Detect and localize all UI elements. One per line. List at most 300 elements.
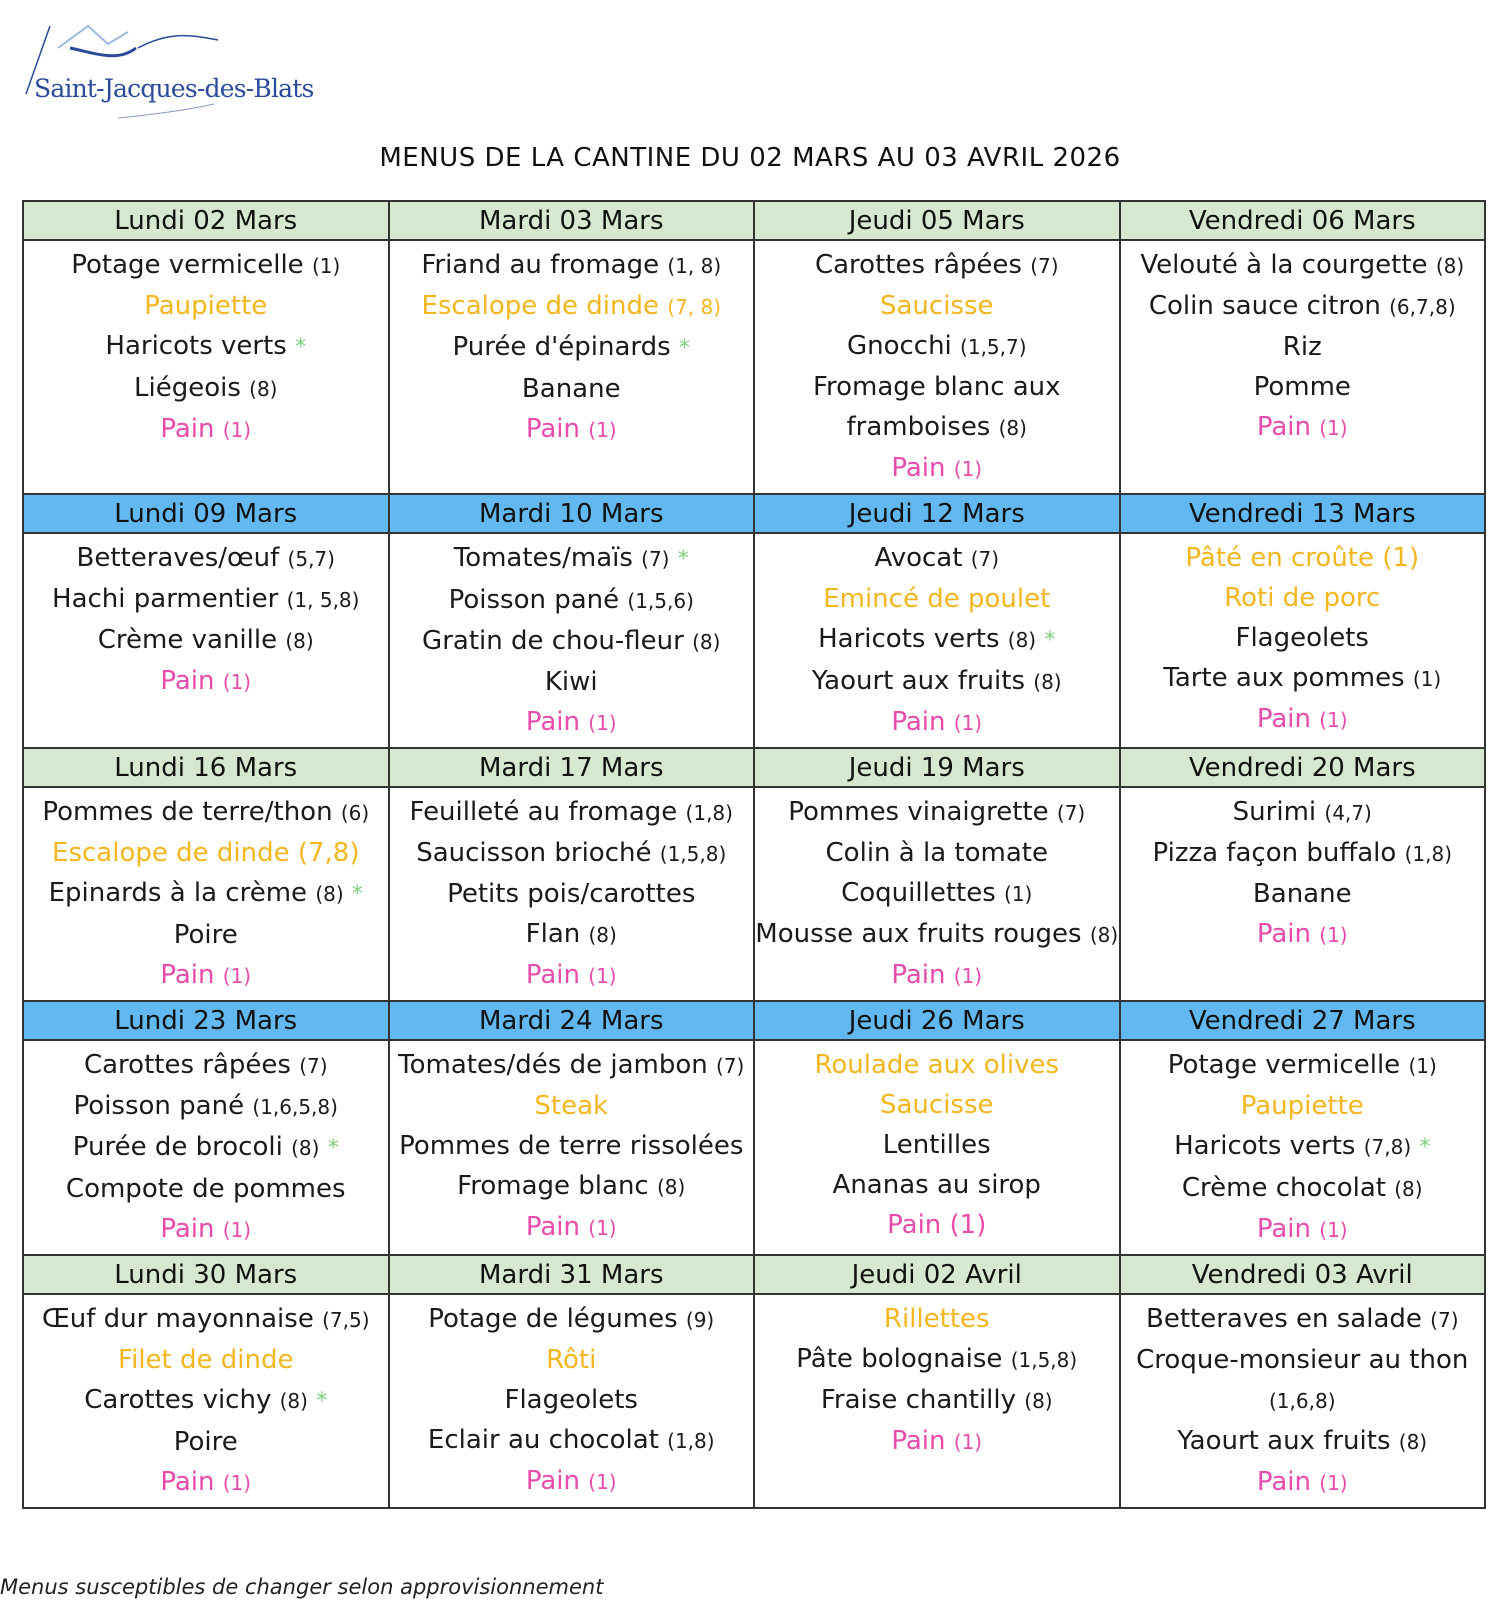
dish-name: Saucisse — [879, 291, 994, 321]
menu-item — [390, 1299, 754, 1340]
dish-name: Pain — [160, 1214, 215, 1244]
day-header: Jeudi 19 Mars — [754, 748, 1120, 787]
menu-item — [24, 1086, 388, 1127]
allergen-codes: (1,8) — [667, 1429, 715, 1453]
menu-item — [390, 1461, 754, 1502]
dish-name: Colin à la tomate — [825, 838, 1048, 868]
dish-name: Pain — [891, 453, 946, 483]
menu-item — [390, 538, 754, 580]
menu-item — [755, 914, 1119, 955]
allergen-codes: (1) — [1319, 708, 1348, 732]
day-menu-cell — [23, 533, 389, 748]
menu-item — [390, 409, 754, 450]
menu-item — [24, 661, 388, 702]
allergen-codes: (8) — [291, 1136, 320, 1160]
menu-item — [1121, 1168, 1485, 1209]
day-header: Vendredi 06 Mars — [1120, 201, 1486, 240]
dish-name: Lentilles — [882, 1130, 991, 1160]
dish-name: Saucisson brioché — [416, 838, 652, 868]
menu-item — [755, 873, 1119, 914]
day-header: Vendredi 03 Avril — [1120, 1255, 1486, 1294]
day-menu-cell — [1120, 787, 1486, 1001]
week-header-row — [23, 201, 1485, 240]
menu-item — [390, 955, 754, 996]
dish-name: Betteraves en salade — [1145, 1304, 1422, 1334]
allergen-codes: (7) — [1056, 801, 1086, 825]
dish-name: Feuilleté au fromage — [409, 797, 678, 827]
dish-name: Flageolets — [1235, 623, 1369, 653]
allergen-codes: (8) — [588, 923, 617, 947]
menu-item — [1121, 874, 1485, 914]
day-header: Lundi 23 Mars — [23, 1001, 389, 1040]
menu-item — [390, 369, 754, 409]
week-menu-row — [23, 240, 1485, 494]
dish-name: Betteraves/œuf — [76, 543, 280, 573]
allergen-codes: (1) — [1004, 882, 1033, 906]
week-menu-row — [23, 1294, 1485, 1508]
menu-item — [1121, 914, 1485, 955]
dish-name: Liégeois — [134, 373, 241, 403]
vegetable-star-icon: * — [351, 882, 363, 907]
day-menu-cell — [1120, 1294, 1486, 1508]
day-menu-cell — [23, 1294, 389, 1508]
day-header: Mardi 31 Mars — [389, 1255, 755, 1294]
dish-name: Pain — [160, 414, 215, 444]
dish-name: Rôti — [546, 1345, 597, 1375]
dish-name: Roulade aux olives — [814, 1050, 1060, 1080]
menu-item — [24, 1169, 388, 1209]
dish-name: Pain — [160, 666, 215, 696]
dish-name: Riz — [1282, 332, 1322, 362]
dish-name: Petits pois/carottes — [447, 879, 696, 909]
allergen-codes: (7,5) — [322, 1308, 370, 1332]
allergen-codes: (1) — [222, 418, 252, 442]
vegetable-star-icon: * — [316, 1389, 328, 1414]
day-header: Mardi 10 Mars — [389, 494, 755, 533]
menu-item — [24, 1045, 388, 1086]
menu-item — [24, 368, 388, 409]
menu-item — [755, 1125, 1119, 1165]
menu-item — [755, 1045, 1119, 1085]
dish-name: Pain — [1256, 704, 1312, 734]
allergen-codes: (7) — [1030, 254, 1059, 278]
menu-item — [24, 1299, 388, 1340]
day-menu-cell — [389, 1294, 755, 1508]
menu-item — [24, 326, 388, 368]
dish-name: Tarte aux pommes — [1163, 663, 1405, 693]
menu-item — [24, 792, 388, 833]
allergen-codes: (1) — [311, 254, 341, 278]
menu-item — [1121, 792, 1485, 833]
dish-name: Paupiette — [1240, 1091, 1364, 1121]
menu-item — [755, 538, 1119, 579]
dish-name: Friand au fromage — [421, 250, 660, 280]
menu-table — [22, 200, 1486, 1509]
dish-name: Potage de légumes — [428, 1304, 678, 1334]
allergen-codes: (1) — [222, 1218, 252, 1242]
dish-name: Purée d'épinards — [452, 332, 671, 362]
dish-name: Fromage blanc aux framboises — [812, 372, 1061, 442]
allergen-codes: (1, 8) — [667, 254, 722, 278]
vegetable-star-icon: * — [1419, 1135, 1431, 1160]
menu-item — [755, 367, 1119, 448]
menu-item — [755, 1205, 1119, 1245]
day-header: Mardi 03 Mars — [389, 201, 755, 240]
dish-name: Fraise chantilly — [820, 1385, 1017, 1415]
dish-name: Pâté en croûte (1) — [1185, 543, 1420, 573]
footnote: Menus susceptibles de changer selon approvisionnement — [0, 1575, 604, 1599]
dish-name: Pomme — [1253, 372, 1351, 402]
vegetable-star-icon: * — [295, 335, 307, 360]
dish-name: Yaourt aux fruits — [1177, 1426, 1391, 1456]
menu-item — [1121, 658, 1485, 699]
dish-name: Escalope de dinde (7,8) — [52, 838, 360, 868]
day-header: Lundi 30 Mars — [23, 1255, 389, 1294]
dish-name: Pain — [1256, 412, 1312, 442]
day-header: Jeudi 05 Mars — [754, 201, 1120, 240]
menu-item — [1121, 1299, 1485, 1340]
dish-name: Flageolets — [504, 1385, 638, 1415]
allergen-codes: (7, 8) — [667, 295, 722, 319]
menu-item — [755, 661, 1119, 702]
menu-item — [1121, 1462, 1485, 1503]
allergen-codes: (1) — [1319, 1471, 1348, 1495]
allergen-codes: (1, 5,8) — [286, 588, 360, 612]
allergen-codes: (8) — [1398, 1430, 1428, 1454]
dish-name: Epinards à la crème — [48, 878, 308, 908]
menu-item — [1121, 1421, 1485, 1462]
menu-item — [390, 702, 754, 743]
day-header: Vendredi 27 Mars — [1120, 1001, 1486, 1040]
allergen-codes: (1) — [222, 964, 252, 988]
menu-item — [24, 1422, 388, 1462]
allergen-codes: (1,5,8) — [659, 842, 727, 866]
dish-name: Pain — [525, 707, 581, 737]
dish-name: Poisson pané — [73, 1091, 245, 1121]
day-header: Jeudi 26 Mars — [754, 1001, 1120, 1040]
vegetable-star-icon: * — [1044, 628, 1056, 653]
dish-name: Haricots verts — [105, 331, 287, 361]
menu-item — [390, 1207, 754, 1248]
dish-name: Poisson pané — [448, 585, 620, 615]
menu-item — [24, 873, 388, 915]
menu-item — [390, 1126, 754, 1166]
menu-item — [390, 245, 754, 286]
allergen-codes: (1) — [953, 1430, 983, 1454]
day-header: Jeudi 12 Mars — [754, 494, 1120, 533]
menu-item — [24, 620, 388, 661]
allergen-codes: (7) — [299, 1054, 328, 1078]
allergen-codes: (1,5,8) — [1010, 1348, 1078, 1372]
dish-name: Haricots verts — [818, 624, 1000, 654]
vegetable-star-icon: * — [677, 547, 689, 572]
dish-name: Pain — [1256, 919, 1312, 949]
dish-name: Eclair au chocolat — [427, 1425, 659, 1455]
allergen-codes: (1) — [222, 1471, 252, 1495]
dish-name: Fromage blanc — [457, 1171, 649, 1201]
day-menu-cell — [389, 787, 755, 1001]
vegetable-star-icon: * — [327, 1136, 339, 1161]
dish-name: Poire — [173, 920, 238, 950]
menu-item — [1121, 578, 1485, 618]
menu-item — [390, 1380, 754, 1420]
dish-name: Carottes râpées — [83, 1050, 291, 1080]
dish-name: Escalope de dinde — [421, 291, 660, 321]
allergen-codes: (7) — [1430, 1308, 1459, 1332]
dish-name: Yaourt aux fruits — [811, 666, 1025, 696]
allergen-codes: (1) — [1319, 416, 1348, 440]
dish-name: Pâte bolognaise — [796, 1344, 1003, 1374]
mountain-logo-icon — [18, 18, 258, 128]
allergen-codes: (8) — [1394, 1177, 1423, 1201]
week-header-row — [23, 1255, 1485, 1294]
menu-item — [755, 833, 1119, 873]
menu-item — [1121, 407, 1485, 448]
vegetable-star-icon: * — [678, 336, 690, 361]
day-header: Lundi 16 Mars — [23, 748, 389, 787]
dish-name: Tomates/maïs — [453, 543, 633, 573]
menu-item — [755, 1085, 1119, 1125]
dish-name: Haricots verts — [1174, 1131, 1356, 1161]
menu-item — [390, 1340, 754, 1380]
menu-item — [755, 955, 1119, 996]
week-menu-row — [23, 787, 1485, 1001]
day-menu-cell — [754, 533, 1120, 748]
allergen-codes: (1,6,5,8) — [252, 1095, 338, 1119]
menu-item — [24, 833, 388, 873]
menu-item — [755, 1165, 1119, 1205]
menu-item — [755, 792, 1119, 833]
allergen-codes: (1) — [1408, 1054, 1437, 1078]
dish-name: Surimi — [1232, 797, 1317, 827]
menu-item — [390, 833, 754, 874]
menu-item — [390, 621, 754, 662]
allergen-codes: (8) — [249, 377, 278, 401]
menu-item — [390, 914, 754, 955]
allergen-codes: (8) — [1033, 670, 1062, 694]
menu-item — [24, 915, 388, 955]
allergen-codes: (4,7) — [1324, 801, 1372, 825]
menu-item — [1121, 699, 1485, 740]
menu-item — [24, 1380, 388, 1422]
dish-name: Mousse aux fruits rouges — [755, 919, 1082, 949]
allergen-codes: (1) — [588, 711, 617, 735]
menu-item — [1121, 1086, 1485, 1126]
dish-name: Gnocchi — [846, 331, 952, 361]
allergen-codes: (1) — [1412, 667, 1442, 691]
allergen-codes: (5,7) — [287, 547, 335, 571]
dish-name: Ananas au sirop — [832, 1170, 1041, 1200]
allergen-codes: (7,8) — [1363, 1135, 1412, 1159]
week-menu-row — [23, 533, 1485, 748]
menu-item — [1121, 538, 1485, 578]
day-menu-cell — [389, 1040, 755, 1255]
dish-name: Pain — [160, 1467, 215, 1497]
menu-item — [755, 619, 1119, 661]
menu-item — [390, 792, 754, 833]
menu-item — [390, 1086, 754, 1126]
day-menu-cell — [1120, 1040, 1486, 1255]
week-header-row — [23, 494, 1485, 533]
allergen-codes: (1) — [588, 418, 617, 442]
day-menu-cell — [389, 240, 755, 494]
dish-name: Compote de pommes — [65, 1174, 346, 1204]
menu-item — [1121, 618, 1485, 658]
day-menu-cell — [754, 1040, 1120, 1255]
allergen-codes: (1,5,7) — [960, 335, 1027, 359]
day-header: Lundi 02 Mars — [23, 201, 389, 240]
allergen-codes: (8) — [1089, 923, 1119, 947]
dish-name: Avocat — [874, 543, 963, 573]
menu-item — [390, 662, 754, 702]
menu-item — [390, 286, 754, 327]
day-header: Mardi 24 Mars — [389, 1001, 755, 1040]
menu-item — [1121, 327, 1485, 367]
week-header-row — [23, 1001, 1485, 1040]
day-header: Lundi 09 Mars — [23, 494, 389, 533]
dish-name: Emincé de poulet — [823, 584, 1051, 614]
dish-name: Croque-monsieur au thon — [1136, 1345, 1469, 1375]
allergen-codes: (8) — [315, 882, 344, 906]
menu-item — [24, 955, 388, 996]
dish-name: Potage vermicelle — [1167, 1050, 1401, 1080]
menu-item — [755, 1299, 1119, 1339]
allergen-codes: (6) — [340, 801, 370, 825]
allergen-codes: (7) — [641, 547, 670, 571]
menu-item — [24, 1340, 388, 1380]
logo-text: Saint-Jacques-des-Blats — [34, 74, 314, 103]
allergen-codes: (8) — [656, 1175, 686, 1199]
menu-item — [755, 326, 1119, 367]
page-title: MENUS DE LA CANTINE DU 02 MARS AU 03 AVRIL 2026 — [379, 143, 1121, 173]
day-menu-cell — [754, 240, 1120, 494]
dish-name: Pain — [1256, 1467, 1312, 1497]
day-menu-cell — [389, 533, 755, 748]
menu-item — [755, 286, 1119, 326]
dish-name: Rillettes — [883, 1304, 990, 1334]
allergen-codes: (9) — [685, 1308, 715, 1332]
allergen-codes: (8) — [998, 416, 1027, 440]
dish-name: Pain — [891, 1426, 946, 1456]
menu-item — [1121, 245, 1485, 286]
menu-item — [24, 1127, 388, 1169]
dish-name: Coquillettes — [841, 878, 996, 908]
dish-name: Œuf dur mayonnaise — [41, 1304, 314, 1334]
allergen-codes: (1) — [1319, 923, 1348, 947]
dish-name: Roti de porc — [1224, 583, 1381, 613]
dish-name: Saucisse — [879, 1090, 994, 1120]
menu-item — [390, 1045, 754, 1086]
dish-name: Carottes râpées — [814, 250, 1022, 280]
menu-item — [755, 245, 1119, 286]
dish-name: Hachi parmentier — [52, 584, 279, 614]
dish-name: Pain — [1256, 1214, 1312, 1244]
allergen-codes: (8) — [279, 1389, 308, 1413]
allergen-codes: (8) — [1007, 628, 1037, 652]
allergen-codes: (1) — [953, 457, 983, 481]
week-header-row — [23, 748, 1485, 787]
allergen-codes: (7) — [970, 547, 1000, 571]
dish-name: Pommes de terre rissolées — [399, 1131, 744, 1161]
dish-name: Pain — [525, 1212, 581, 1242]
dish-name: Banane — [521, 374, 621, 404]
dish-name: Pain — [891, 960, 946, 990]
menu-item — [24, 579, 388, 620]
dish-name: Pain — [525, 960, 581, 990]
dish-name: Pain — [891, 707, 946, 737]
menu-item — [1121, 1045, 1485, 1086]
dish-name: Purée de brocoli — [72, 1132, 283, 1162]
allergen-codes: (1) — [588, 964, 617, 988]
allergen-codes: (8) — [1435, 254, 1465, 278]
dish-name: Pizza façon buffalo — [1152, 838, 1397, 868]
menu-item — [390, 874, 754, 914]
menu-item — [24, 409, 388, 450]
allergen-codes: (1) — [953, 964, 983, 988]
day-menu-cell — [754, 787, 1120, 1001]
menu-item — [24, 1462, 388, 1503]
allergen-codes: (1,8) — [685, 801, 733, 825]
day-menu-cell — [23, 240, 389, 494]
day-header: Mardi 17 Mars — [389, 748, 755, 787]
dish-name: Steak — [534, 1091, 609, 1121]
allergen-codes: (1) — [588, 1216, 617, 1240]
town-logo — [18, 18, 314, 128]
dish-name: Crème chocolat — [1181, 1173, 1386, 1203]
menu-item — [755, 579, 1119, 619]
menu-item — [1121, 1126, 1485, 1168]
dish-name: Pain — [525, 414, 581, 444]
dish-name: Filet de dinde — [118, 1345, 294, 1375]
day-header: Vendredi 20 Mars — [1120, 748, 1486, 787]
menu-item — [24, 538, 388, 579]
day-menu-cell — [23, 1040, 389, 1255]
allergen-codes: (8) — [285, 629, 314, 653]
dish-name: Pommes vinaigrette — [788, 797, 1049, 827]
dish-name: Pommes de terre/thon — [42, 797, 333, 827]
menu-item — [1121, 833, 1485, 874]
allergen-codes: (1,5,6) — [627, 589, 694, 613]
dish-name: Gratin de chou-fleur — [422, 626, 684, 656]
dish-name: Banane — [1252, 879, 1352, 909]
allergen-codes: (8) — [692, 630, 721, 654]
week-menu-row — [23, 1040, 1485, 1255]
allergen-codes: (1) — [953, 711, 983, 735]
allergen-codes: (1,8) — [1404, 842, 1452, 866]
allergen-codes: (1) — [222, 670, 252, 694]
allergen-codes: (8) — [1024, 1389, 1053, 1413]
menu-item — [24, 1209, 388, 1250]
menu-item — [24, 286, 388, 326]
menu-item — [755, 1339, 1119, 1380]
day-menu-cell — [1120, 240, 1486, 494]
dish-name: Tomates/dés de jambon — [398, 1050, 708, 1080]
day-menu-cell — [23, 787, 389, 1001]
allergen-codes: (1,6,8) — [1269, 1389, 1336, 1413]
menu-item — [1121, 1209, 1485, 1250]
dish-name: Flan — [525, 919, 581, 949]
menu-item — [755, 448, 1119, 489]
dish-name: Crème vanille — [97, 625, 278, 655]
menu-item — [1121, 1340, 1485, 1421]
menu-item — [1121, 367, 1485, 407]
menu-item — [390, 1166, 754, 1207]
menu-item — [390, 327, 754, 369]
day-header: Jeudi 02 Avril — [754, 1255, 1120, 1294]
day-menu-cell — [1120, 533, 1486, 748]
menu-item — [755, 1380, 1119, 1421]
day-header: Vendredi 13 Mars — [1120, 494, 1486, 533]
